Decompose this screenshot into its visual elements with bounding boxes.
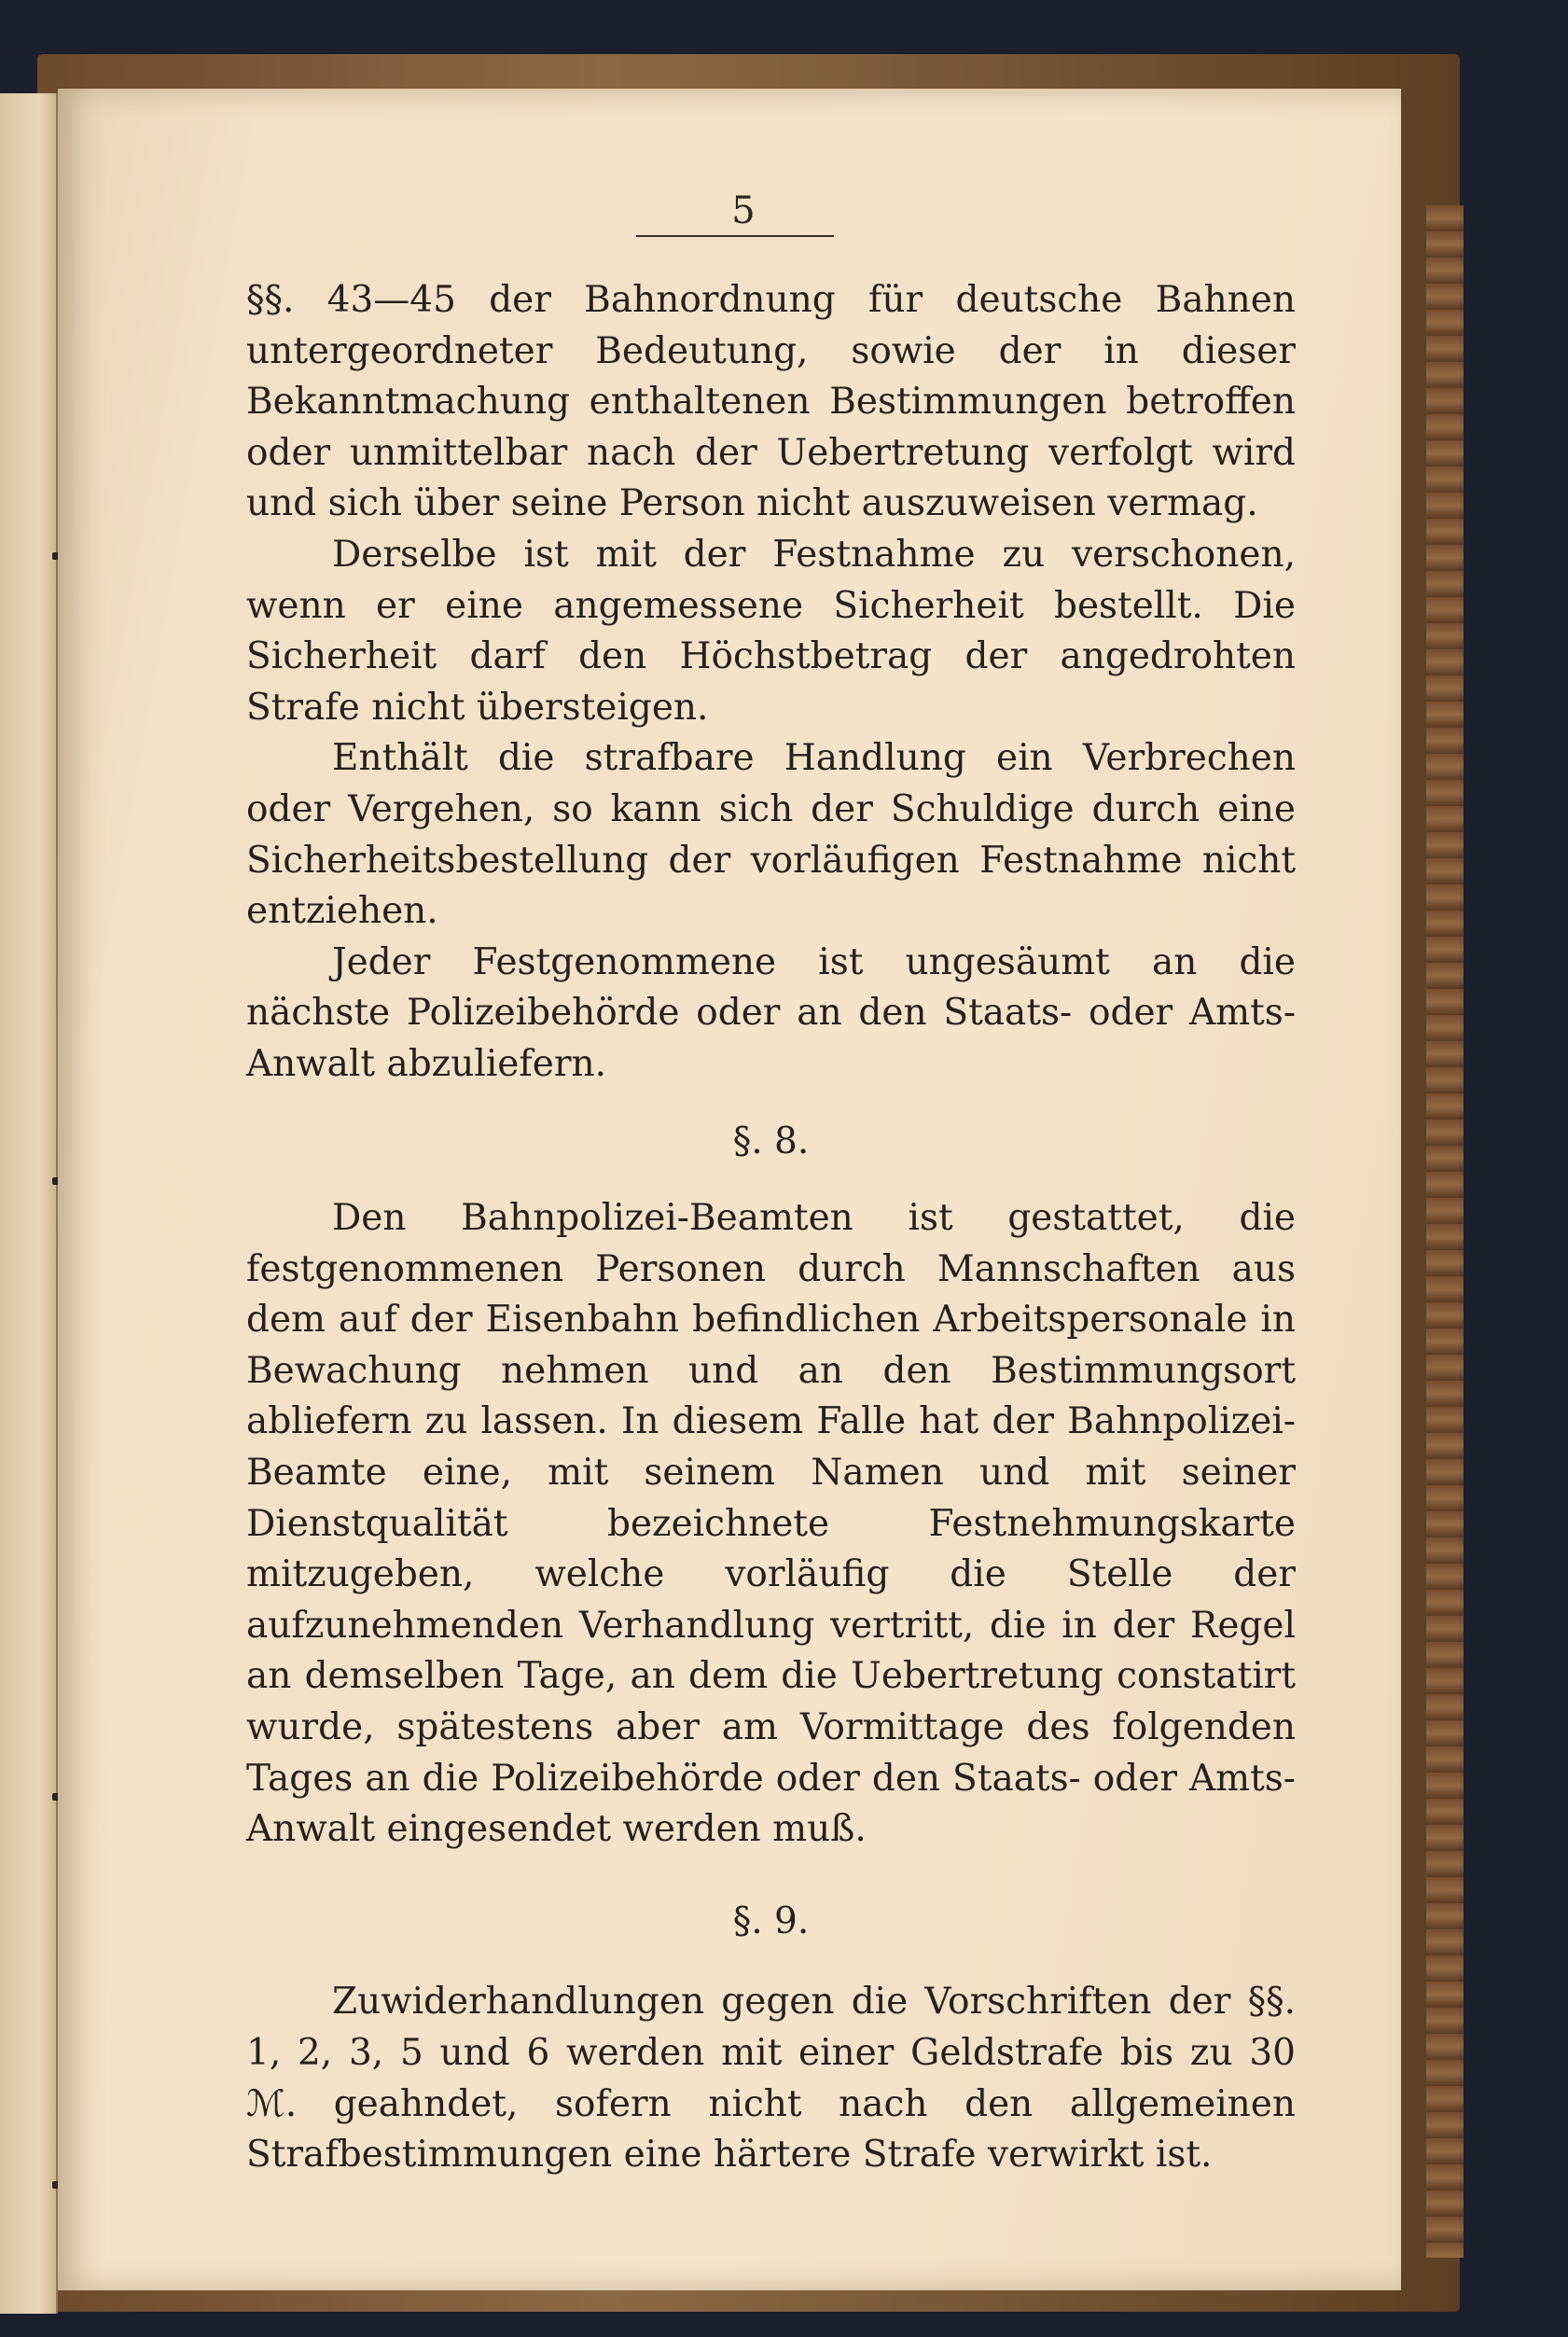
book-cover-edge (1426, 205, 1464, 2258)
paragraph: Jeder Festgenommene ist ungesäumt an die nächste Polizeibehörde oder an den Staats- oder Amts-Anwalt abzuliefern. (246, 940, 1296, 1085)
header-rule (636, 235, 834, 237)
page-number: 5 (731, 189, 756, 232)
paragraph: Enthält die strafbare Handlung ein Verbrechen oder Vergehen, so kann sich der Schuldige durch eine Sicherheitsbestellung der vorläufigen Festnahme nicht entziehen. (246, 737, 1296, 933)
page-body (246, 275, 1296, 2181)
section-9-text: Zuwiderhandlungen gegen die Vorschriften der §§. 1, 2, 3, 5 und 6 werden mit einer Geldstrafe bis zu 30 ℳ. geahndet, sofern nicht nach den allgemeinen Strafbestimmungen eine härtere Strafe verwirkt ist. (246, 1981, 1296, 2177)
paragraph: Derselbe ist mit der Festnahme zu verschonen, wenn er eine angemessene Sicherheit bestellt. Die Sicherheit darf den Höchstbetrag der angedrohten Strafe nicht übersteigen. (246, 533, 1296, 729)
section-heading-8: §. 8. (732, 1120, 810, 1162)
paragraph-continued: §§. 43—45 der Bahnordnung für deutsche Bahnen untergeordneter Bedeutung, sowie der in dieser Bekanntmachung enthaltenen Bestimmungen betroffen oder unmittelbar nach der Uebertretung verfolgt wird und sich über seine Person nicht auszuweisen vermag. (246, 279, 1296, 525)
book-page (58, 89, 1401, 2290)
facing-page-edge (0, 93, 58, 2314)
section-8-text: Den Bahnpolizei-Beamten ist gestattet, die festgenommenen Personen durch Mannschaften aus dem auf der Eisenbahn befindlichen Arbeitspersonale in Bewachung nehmen und an den Bestimmungsort abliefern zu lassen. In diesem Falle hat der Bahnpolizei-Beamte eine, mit seinem Namen und mit seiner Dienstqualität bezeichnete Festnehmungskarte mitzugeben, welche vorläufig die Stelle der aufzunehmenden Verhandlung vertritt, die in der Regel an demselben Tage, an dem die Uebertretung constatirt wurde, spätestens aber am Vormittage des folgenden Tages an die Polizeibehörde oder den Staats- oder Amts-Anwalt eingesendet werden muß. (246, 1197, 1296, 1851)
section-heading-9: §. 9. (732, 1899, 810, 1942)
